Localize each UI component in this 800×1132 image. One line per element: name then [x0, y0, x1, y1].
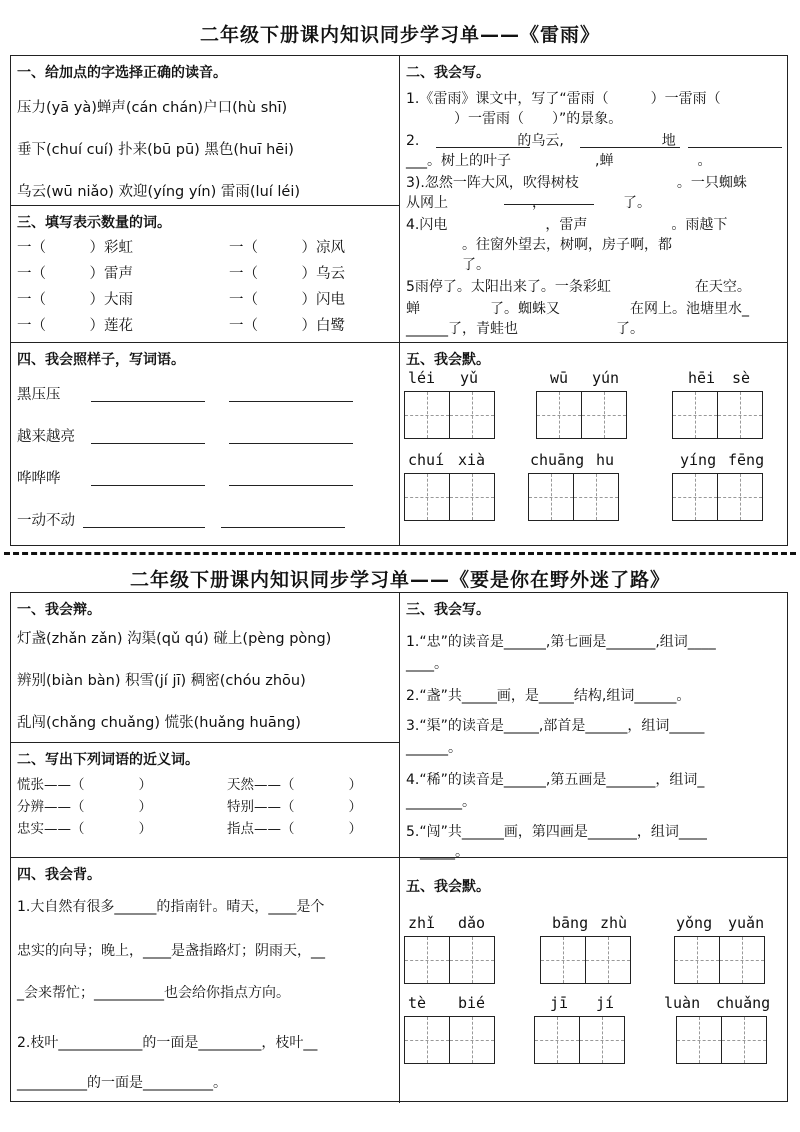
synonym-item: 分辨——（ ）	[17, 799, 152, 815]
writing-grid[interactable]	[404, 936, 493, 984]
write-line: 2. 的乌云, 地	[406, 133, 746, 149]
synonym-item: 忠实——（ ）	[17, 821, 152, 837]
writing-grid[interactable]	[540, 936, 629, 984]
synonym-item: 天然——（ ）	[227, 777, 362, 793]
s1-section-dictation	[400, 343, 787, 545]
synonym-item: 指点——（ ）	[227, 821, 362, 837]
answer-underline[interactable]	[91, 443, 205, 444]
pinyin: wū	[550, 369, 569, 387]
pinyin: luàn	[664, 994, 701, 1012]
section-title: 四、我会背。	[17, 867, 101, 883]
write-line: 3).忽然一阵大风，吹得树枝 。一只蜘蛛	[406, 175, 747, 191]
measure-item: 一（ ）乌云	[229, 266, 345, 282]
s1-section-words	[11, 343, 400, 545]
pinyin: jí	[596, 994, 615, 1012]
section-title: 三、填写表示数量的词。	[17, 215, 171, 231]
sheet1-left-col	[11, 56, 400, 342]
write-line: ________。	[406, 794, 476, 810]
write-line: 1.“忠”的读音是______,第七画是_______,组词____	[406, 634, 716, 650]
pinyin-line: 压力(yā yà)蝉声(cán chán)户口(hù shī)	[17, 100, 288, 116]
sheet2-table	[10, 592, 788, 1102]
measure-item: 一（ ）雷声	[17, 266, 133, 282]
section-title: 五、我会默。	[406, 879, 490, 895]
pinyin: yǔ	[460, 369, 479, 387]
answer-underline[interactable]	[229, 401, 353, 402]
grid-cell[interactable]	[404, 1016, 450, 1064]
pinyin: jī	[550, 994, 569, 1012]
grid-cell[interactable]	[672, 473, 718, 521]
write-line: 5.“闯”共______画，第四画是_______，组词____	[406, 824, 707, 840]
pinyin: chuí	[408, 451, 445, 469]
answer-underline[interactable]	[83, 527, 205, 528]
write-line: 3.“渠”的读音是_____,部首是______，组词_____	[406, 718, 705, 734]
grid-cell[interactable]	[449, 936, 495, 984]
measure-item: 一（ ）大雨	[17, 292, 133, 308]
recite-line: _会来帮忙；__________也会给你指点方向。	[17, 985, 290, 1001]
answer-underline[interactable]	[221, 527, 345, 528]
writing-grid[interactable]	[674, 936, 763, 984]
s2-section-distinguish	[11, 593, 399, 743]
sheet1-title: 二年级下册课内知识同步学习单——《雷雨》	[199, 24, 600, 46]
section-title: 五、我会默。	[406, 352, 490, 368]
section-title: 一、我会辩。	[17, 602, 101, 618]
measure-item: 一（ ）彩虹	[17, 240, 133, 256]
measure-item: 一（ ）闪电	[229, 292, 345, 308]
s2-section-write	[400, 593, 787, 860]
write-line: 4.闪电 ，雷声 。雨越下	[406, 217, 728, 233]
section-title: 一、给加点的字选择正确的读音。	[17, 65, 227, 81]
write-line: 4.“稀”的读音是______,第五画是_______，组词_	[406, 772, 705, 788]
grid-cell[interactable]	[404, 473, 450, 521]
synonym-item: 特别——（ ）	[227, 799, 362, 815]
recite-line: 2.枝叶____________的一面是_________，枝叶__	[17, 1035, 318, 1051]
sheet2-row2	[11, 858, 787, 1103]
section-title: 二、写出下列词语的近义词。	[17, 752, 199, 768]
grid-cell[interactable]	[449, 391, 495, 439]
grid-cell[interactable]	[449, 1016, 495, 1064]
write-line: 从网上 ， 了。	[406, 195, 651, 211]
grid-cell[interactable]	[585, 936, 631, 984]
answer-underline[interactable]	[229, 443, 353, 444]
writing-grid[interactable]	[672, 391, 761, 439]
pinyin: chuǎng	[716, 994, 771, 1012]
write-line: 。往窗外望去，树啊，房子啊，都	[406, 237, 742, 253]
sheet1-row2	[11, 343, 787, 545]
s2-section-recite	[11, 858, 400, 1103]
answer-underline[interactable]	[91, 401, 205, 402]
grid-cell[interactable]	[579, 1016, 625, 1064]
grid-cell[interactable]	[676, 1016, 722, 1064]
write-line: ______。	[406, 740, 462, 756]
measure-item: 一（ ）白鹭	[229, 318, 345, 334]
example-word: 黑压压	[17, 387, 61, 403]
grid-cell[interactable]	[528, 473, 574, 521]
writing-grid[interactable]	[528, 473, 617, 521]
example-word: 哗哗哗	[17, 471, 61, 487]
recite-line: 1.大自然有很多______的指南针。晴天，____是个	[17, 899, 325, 915]
answer-underline[interactable]	[688, 147, 782, 148]
write-line: 蝉 了。蜘蛛又 在网上。池塘里水_	[406, 301, 749, 317]
grid-cell[interactable]	[674, 936, 720, 984]
writing-grid[interactable]	[672, 473, 761, 521]
answer-underline[interactable]	[580, 147, 680, 148]
s2-section-synonyms	[11, 743, 399, 858]
grid-cell[interactable]	[573, 473, 619, 521]
grid-cell[interactable]	[404, 936, 450, 984]
pinyin-line: 乌云(wū niǎo) 欢迎(yíng yín) 雷雨(luí léi)	[17, 184, 301, 200]
write-line: 了。	[406, 257, 490, 273]
pinyin-line: 辨别(biàn bàn) 积雪(jí jī) 稠密(chóu zhōu)	[17, 673, 306, 689]
write-line: _____。	[420, 844, 469, 860]
writing-grid[interactable]	[536, 391, 625, 439]
pinyin: sè	[732, 369, 751, 387]
pinyin-line: 垂下(chuí cuí) 扑来(bū pū) 黑色(huī hēi)	[17, 142, 294, 158]
pinyin: hēi	[688, 369, 716, 387]
example-word: 一动不动	[17, 513, 75, 529]
answer-underline[interactable]	[91, 485, 205, 486]
pinyin: hu	[596, 451, 615, 469]
grid-cell[interactable]	[719, 936, 765, 984]
pinyin: yíng	[680, 451, 717, 469]
pinyin: xià	[458, 451, 486, 469]
synonym-item: 慌张——（ ）	[17, 777, 152, 793]
pinyin: yǒng	[676, 914, 713, 932]
grid-cell[interactable]	[534, 1016, 580, 1064]
writing-grid[interactable]	[534, 1016, 623, 1064]
pinyin: bié	[458, 994, 486, 1012]
section-title: 三、我会写。	[406, 602, 490, 618]
grid-cell[interactable]	[404, 391, 450, 439]
answer-underline[interactable]	[504, 204, 594, 205]
pinyin: zhǐ	[408, 914, 436, 932]
sheet2-row1	[11, 593, 787, 858]
s1-section-measure-words	[11, 206, 399, 343]
pinyin: yún	[592, 369, 620, 387]
pinyin: bāng	[552, 914, 589, 932]
write-line: ）一雷雨（ ）”的景象。	[440, 111, 623, 127]
write-line: 2.“盏”共_____画，是_____结构,组词______。	[406, 688, 691, 704]
grid-cell[interactable]	[540, 936, 586, 984]
pinyin: léi	[408, 369, 436, 387]
write-line: ______了，青蛙也 了。	[406, 321, 644, 337]
sheet2-title: 二年级下册课内知识同步学习单——《要是你在野外迷了路》	[129, 569, 670, 591]
sheet1-row1	[11, 56, 787, 343]
grid-cell[interactable]	[581, 391, 627, 439]
pinyin: yuǎn	[728, 914, 765, 932]
grid-cell[interactable]	[449, 473, 495, 521]
pinyin: zhù	[600, 914, 628, 932]
grid-cell[interactable]	[672, 391, 718, 439]
write-line: 1.《雷雨》课文中，写了“雷雨（ ）一雷雨（	[406, 91, 721, 107]
grid-cell[interactable]	[721, 1016, 767, 1064]
write-line: 5雨停了。太阳出来了。一条彩虹 在天空。	[406, 279, 751, 295]
grid-cell[interactable]	[717, 473, 763, 521]
s1-section-pinyin	[11, 56, 399, 206]
section-title: 二、我会写。	[406, 65, 490, 81]
pinyin-line: 灯盏(zhǎn zǎn) 沟渠(qǔ qú) 碰上(pèng pòng)	[17, 631, 332, 647]
pinyin-line: 乱闯(chǎng chuǎng) 慌张(huǎng huāng)	[17, 715, 301, 731]
section-title: 四、我会照样子，写词语。	[17, 352, 185, 368]
pinyin: tè	[408, 994, 427, 1012]
writing-grid[interactable]	[404, 1016, 493, 1064]
sheet1-table	[10, 55, 788, 546]
writing-grid[interactable]	[404, 391, 493, 439]
write-line: ____。	[406, 656, 448, 672]
grid-cell[interactable]	[717, 391, 763, 439]
answer-underline[interactable]	[229, 485, 353, 486]
s2-section-dictation	[400, 858, 787, 1103]
s1-section-write	[400, 56, 787, 342]
grid-cell[interactable]	[536, 391, 582, 439]
answer-underline[interactable]	[436, 147, 530, 148]
measure-item: 一（ ）莲花	[17, 318, 133, 334]
sheet2-left-col	[11, 593, 400, 857]
write-line: ___。树上的叶子 ,蝉 。	[406, 153, 712, 169]
writing-grid[interactable]	[676, 1016, 765, 1064]
writing-grid[interactable]	[404, 473, 493, 521]
measure-item: 一（ ）凉风	[229, 240, 345, 256]
pinyin: dǎo	[458, 914, 486, 932]
cut-line-divider	[4, 552, 796, 555]
pinyin: chuāng	[530, 451, 585, 469]
example-word: 越来越亮	[17, 429, 75, 445]
recite-line: 忠实的向导；晚上，____是盏指路灯；阴雨天，__	[17, 943, 325, 959]
recite-line: __________的一面是__________。	[17, 1075, 227, 1091]
pinyin: fēng	[728, 451, 765, 469]
